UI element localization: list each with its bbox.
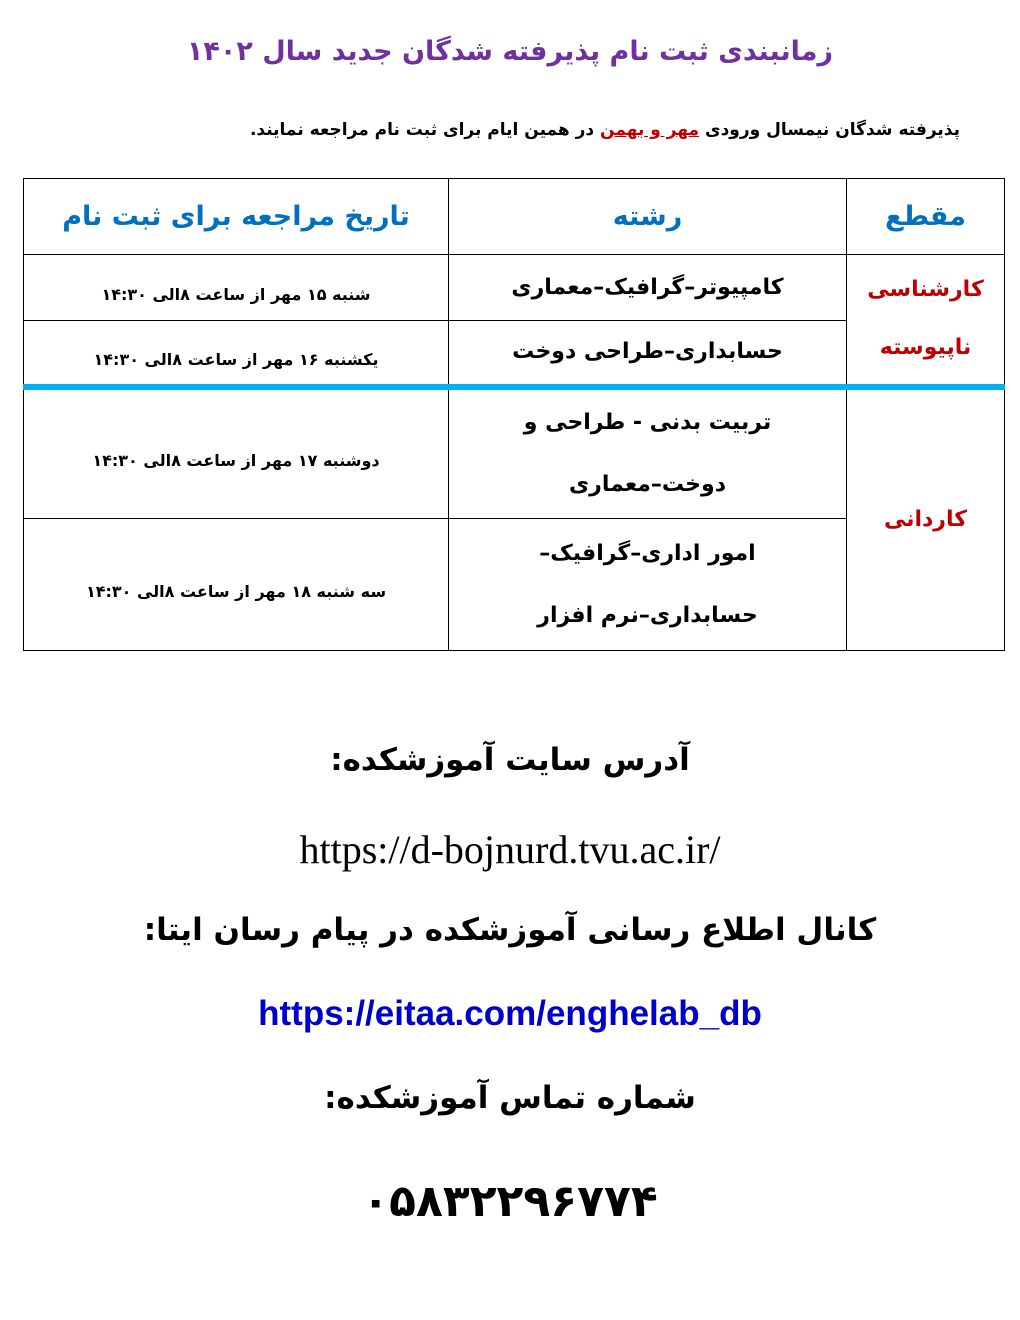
level-line: ناپیوسته: [879, 335, 972, 361]
date-cell: یکشنبه ۱۶ مهر از ساعت ۸الی ۱۴:۳۰: [24, 321, 449, 387]
field-line: کامپیوتر–گرافیک–معماری: [511, 274, 784, 300]
field-line: تربیت بدنی - طراحی و: [523, 409, 772, 435]
site-address-link[interactable]: https://d-bojnurd.tvu.ac.ir/: [299, 827, 721, 872]
table-row: [24, 387, 1005, 519]
field-line: دوخت–معماری: [569, 471, 726, 497]
header-field: رشته: [449, 179, 847, 255]
header-date: تاریخ مراجعه برای ثبت نام: [24, 179, 449, 255]
phone-number: ۰۵۸۳۲۲۹۶۷۷۴: [362, 1176, 658, 1227]
notice-text-end: در همین ایام برای ثبت نام مراجعه نمایند.: [249, 120, 601, 140]
table-row: [24, 255, 1005, 321]
registration-schedule-table: [23, 178, 1005, 651]
date-cell: سه شنبه ۱۸ مهر از ساعت ۸الی ۱۴:۳۰: [24, 519, 449, 651]
date-cell: دوشنبه ۱۷ مهر از ساعت ۸الی ۱۴:۳۰: [24, 387, 449, 519]
notice-text-start: پذیرفته شدگان نیمسال ورودی: [699, 120, 960, 140]
table-header-row: [24, 179, 1005, 255]
level-line: کاردانی: [883, 506, 968, 532]
channel-label: کانال اطلاع رسانی آموزشکده در پیام رسان ایتا:: [143, 912, 877, 948]
level-cell: [847, 387, 1005, 651]
page-title: زمانبندی ثبت نام پذیرفته شدگان جدید سال ۱۴۰۲: [186, 36, 834, 67]
notice-highlight: مهر و بهمن: [600, 120, 700, 140]
registration-notice: [30, 120, 960, 140]
level-line: کارشناسی: [867, 277, 984, 303]
date-cell: شنبه ۱۵ مهر از ساعت ۸الی ۱۴:۳۰: [24, 255, 449, 321]
field-cell: [449, 255, 847, 321]
channel-link[interactable]: https://eitaa.com/enghelab_db: [258, 994, 762, 1033]
phone-label: شماره تماس آموزشکده:: [324, 1080, 696, 1116]
field-cell: [449, 519, 847, 651]
field-cell: [449, 387, 847, 519]
site-address-label: آدرس سایت آموزشکده:: [330, 742, 690, 778]
field-line: امور اداری–گرافیک–: [539, 540, 756, 566]
field-line: حسابداری–طراحی دوخت: [512, 339, 783, 365]
field-cell: [449, 321, 847, 387]
field-line: حسابداری–نرم افزار: [537, 602, 758, 628]
level-cell: [847, 255, 1005, 387]
header-level: مقطع: [847, 179, 1005, 255]
